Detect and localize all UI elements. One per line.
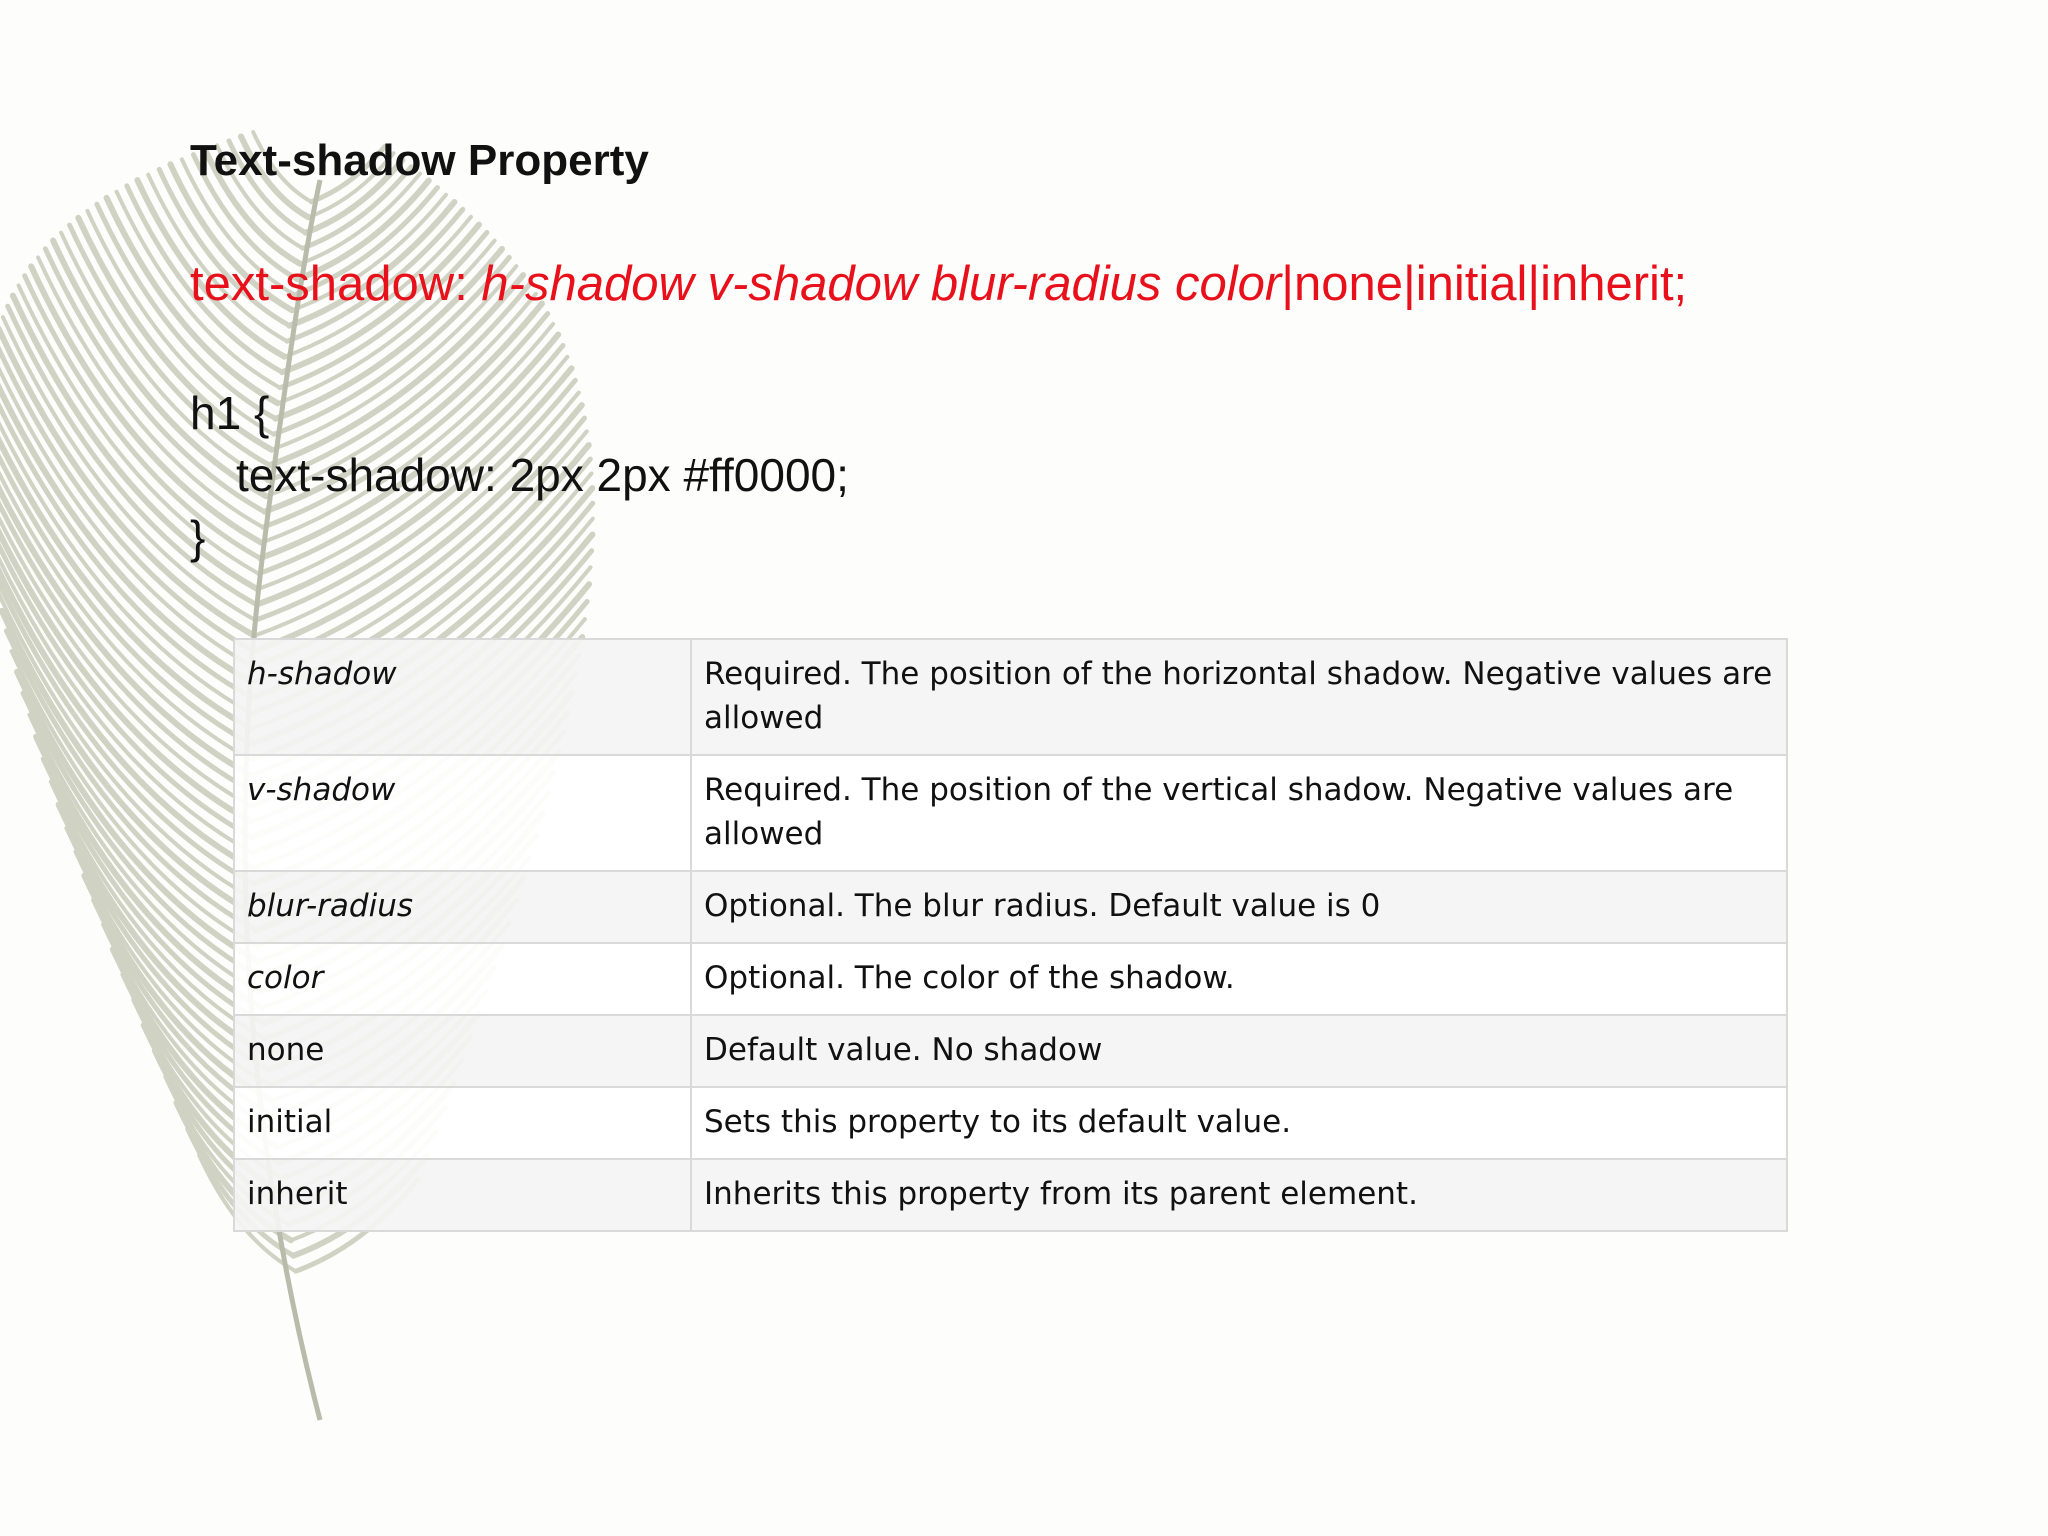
value-name: color xyxy=(234,943,691,1015)
table-row xyxy=(234,871,1787,943)
property-values-table xyxy=(233,638,1788,1232)
value-name: inherit xyxy=(234,1159,691,1231)
code-line-3: } xyxy=(190,511,206,563)
code-line-2: text-shadow: 2px 2px #ff0000; xyxy=(236,449,849,501)
value-name: blur-radius xyxy=(234,871,691,943)
syntax-prefix: text-shadow: xyxy=(190,257,482,311)
syntax-params: h-shadow v-shadow blur-radius color xyxy=(481,257,1282,311)
table-row xyxy=(234,1159,1787,1231)
code-example xyxy=(190,382,849,568)
value-name: v-shadow xyxy=(234,755,691,871)
value-name: initial xyxy=(234,1087,691,1159)
value-description: Required. The position of the horizontal shadow. Negative values are allowed xyxy=(691,639,1787,755)
table-row xyxy=(234,943,1787,1015)
value-description: Required. The position of the vertical shadow. Negative values are allowed xyxy=(691,755,1787,871)
page-title: Text-shadow Property xyxy=(190,136,649,185)
value-name: none xyxy=(234,1015,691,1087)
table-row xyxy=(234,1015,1787,1087)
value-name: h-shadow xyxy=(234,639,691,755)
value-description: Optional. The blur radius. Default value is 0 xyxy=(691,871,1787,943)
value-description: Sets this property to its default value. xyxy=(691,1087,1787,1159)
table-row xyxy=(234,639,1787,755)
code-line-1: h1 { xyxy=(190,387,270,439)
table-row xyxy=(234,1087,1787,1159)
value-description: Inherits this property from its parent element. xyxy=(691,1159,1787,1231)
value-description: Default value. No shadow xyxy=(691,1015,1787,1087)
table-row xyxy=(234,755,1787,871)
syntax-suffix: |none|initial|inherit; xyxy=(1281,257,1688,311)
syntax-line xyxy=(190,255,1687,314)
value-description: Optional. The color of the shadow. xyxy=(691,943,1787,1015)
